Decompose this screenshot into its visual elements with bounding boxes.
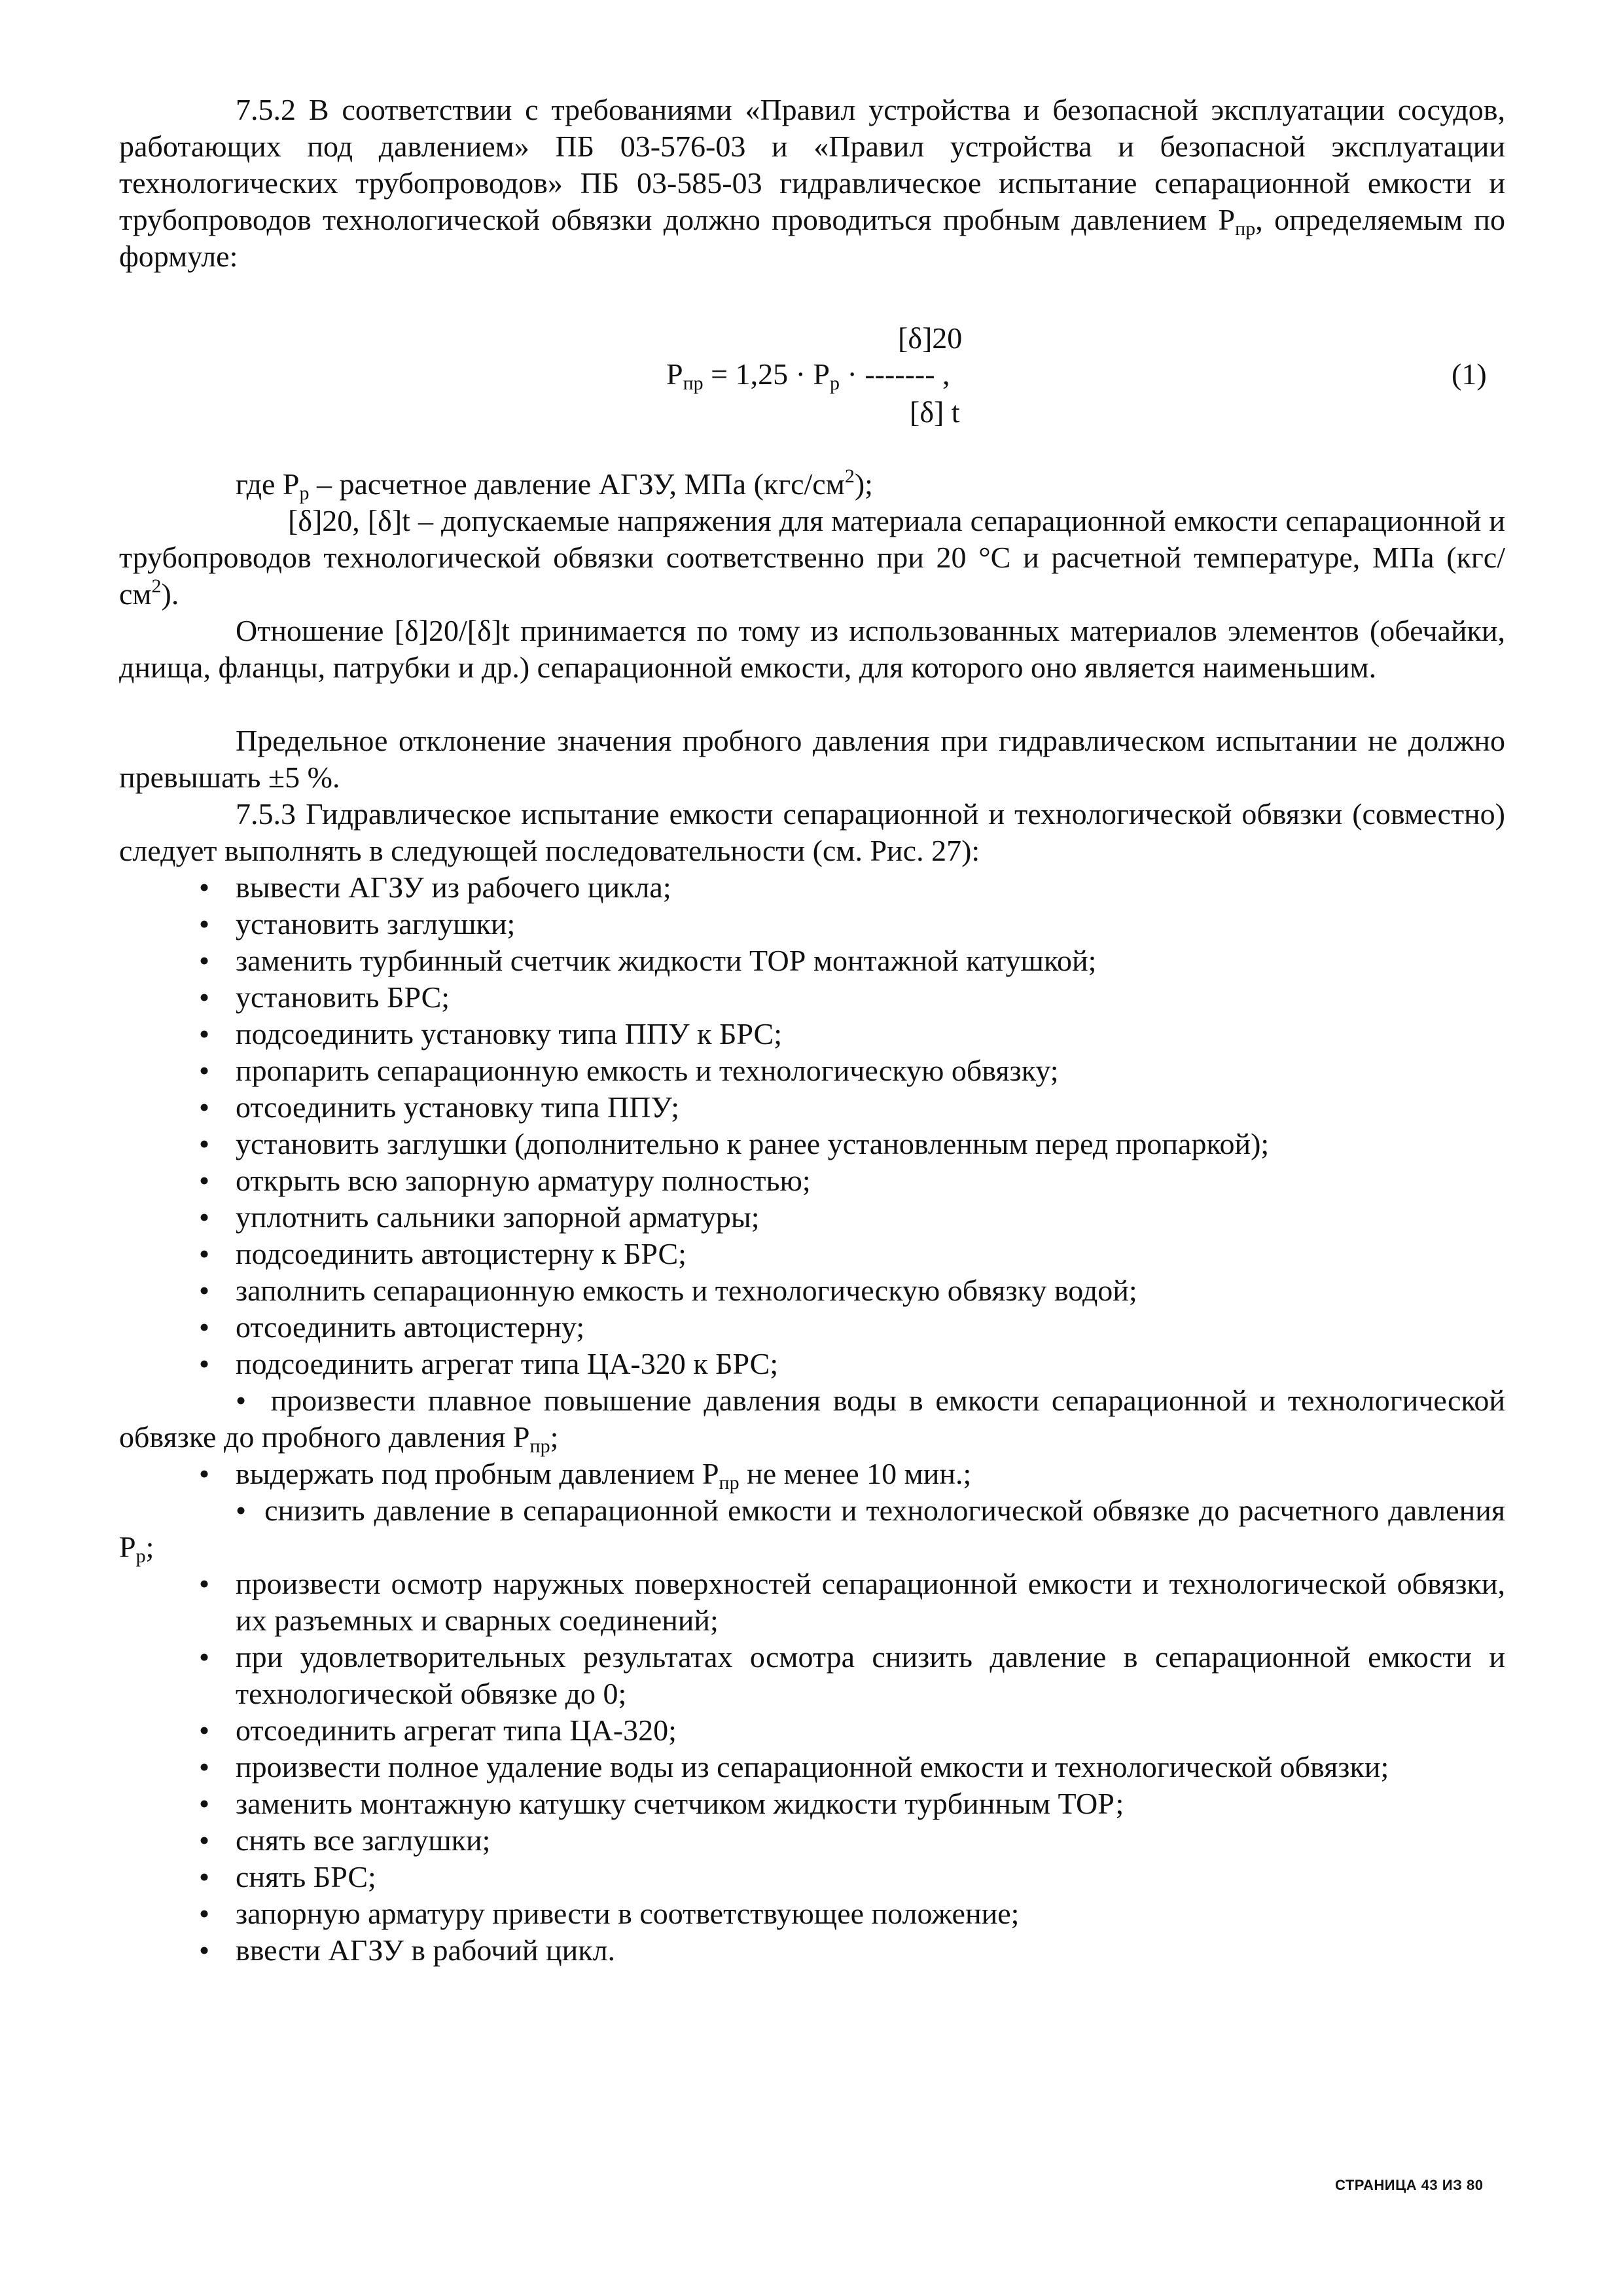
where-rp-line: где $Р_р$ – расчетное давление АГЗУ, МПа $(кгс/см^2)$;	[236, 465, 873, 504]
list-item: • при удовлетворительных результатах осмотра снизить давление в сепарационной емкости и технологической обвязке до 0;	[236, 1639, 1505, 1712]
steps-list-b	[236, 1566, 1505, 1969]
list-item: • запорную арматуру привести в соответствующее положение;	[236, 1895, 1505, 1932]
list-item: • пропарить сепарационную емкость и технологическую обвязку;	[236, 1052, 1505, 1089]
list-item: • установить заглушки;	[236, 906, 1505, 942]
step-hold-list	[236, 1456, 1505, 1492]
list-item: • уплотнить сальники запорной арматуры;	[236, 1199, 1505, 1236]
formula-body: $Р_{пр} = 1,25 \cdot Р_р$ · ------- ,	[666, 357, 950, 394]
list-item: • заменить турбинный счетчик жидкости ТОР монтажной катушкой;	[236, 942, 1505, 979]
where-sigma-paragraph: [δ]20, [δ]t – допускаемые напряжения для материала сепарационной емкости сепарационной и трубопроводов технологической обвязки соответственно при 20 °С и расчетной температуре, МПа $(кгс/см^2)$.	[119, 504, 1505, 611]
list-item: • установить заглушки (дополнительно к ранее установленным перед пропаркой);	[236, 1126, 1505, 1162]
list-item: • произвести осмотр наружных поверхностей сепарационной емкости и технологической обвязки, их разъемных и сварных соединений;	[236, 1566, 1505, 1639]
list-item: • отсоединить автоцистерну;	[236, 1309, 1505, 1346]
list-item: • подсоединить установку типа ППУ к БРС;	[236, 1016, 1505, 1052]
formula-denominator: [δ] t	[910, 395, 960, 429]
formula-numerator: [δ]20	[898, 321, 963, 355]
paragraph-7-5-2: 7.5.2 В соответствии с требованиями «Правил устройства и безопасной эксплуатации сосудов, работающих под давлением» ПБ 03-576-03 и «Правил устройства и безопасной эксплуатации технологических трубопроводов» ПБ 03-585-03 гидравлическое испытание сепарационной емкости и трубопроводов технологической обвязки должно проводиться пробным давлением $Р_{пр}$, определяемым по формуле:	[119, 93, 1505, 273]
formula-number: (1)	[1452, 357, 1487, 391]
list-item: • вывести АГЗУ из рабочего цикла;	[236, 869, 1505, 906]
list-item: • отсоединить установку типа ППУ;	[236, 1089, 1505, 1126]
list-item: • заполнить сепарационную емкость и технологическую обвязку водой;	[236, 1272, 1505, 1309]
list-item: • произвести полное удаление воды из сепарационной емкости и технологической обвязки;	[236, 1749, 1505, 1785]
steps-list-a	[236, 869, 1505, 1382]
step-reduce-pressure: • снизить давление в сепарационной емкости и технологической обвязке до расчетного давления $Р_р$;	[119, 1494, 1505, 1567]
list-item: • заменить монтажную катушку счетчиком жидкости турбинным ТОР;	[236, 1785, 1505, 1822]
ratio-paragraph: Отношение [δ]20/[δ]t принимается по тому из использованных материалов элементов (обечайки, днища, фланцы, патрубки и др.) сепарационной емкости, для которого оно является наименьшим.	[119, 614, 1505, 684]
list-item: • ввести АГЗУ в рабочий цикл.	[236, 1932, 1505, 1969]
list-item: • подсоединить автоцистерну к БРС;	[236, 1236, 1505, 1272]
deviation-paragraph: Предельное отклонение значения пробного давления при гидравлическом испытании не должно превышать ±5 %.	[119, 724, 1505, 794]
paragraph-7-5-3: 7.5.3 Гидравлическое испытание емкости сепарационной и технологической обвязки (совместно) следует выполнять в следующей последовательности (см. Рис. 27):	[119, 797, 1505, 867]
list-item: • установить БРС;	[236, 979, 1505, 1016]
list-item: • подсоединить агрегат типа ЦА-320 к БРС;	[236, 1346, 1505, 1382]
list-item: • выдержать под пробным давлением $Р_{пр}$ не менее 10 мин.;	[236, 1456, 1505, 1492]
list-item: • открыть всю запорную арматуру полностью;	[236, 1162, 1505, 1199]
list-item: • отсоединить агрегат типа ЦА-320;	[236, 1712, 1505, 1749]
page-number-footer: СТРАНИЦА 43 ИЗ 80	[1335, 2177, 1484, 2193]
list-item: • снять все заглушки;	[236, 1822, 1505, 1859]
list-item: • снять БРС;	[236, 1859, 1505, 1895]
step-raise-pressure: • произвести плавное повышение давления воды в емкости сепарационной и технологической обвязке до пробного давления $Р_{пр}$;	[119, 1384, 1505, 1457]
